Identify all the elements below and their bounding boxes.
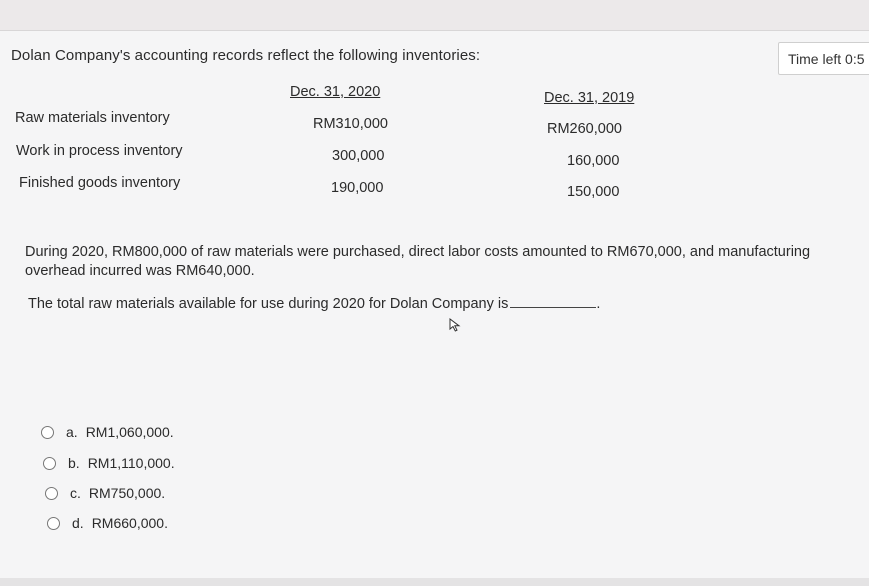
radio-button-icon[interactable] bbox=[43, 457, 56, 470]
question-prompt bbox=[28, 295, 600, 314]
option-c[interactable] bbox=[45, 484, 165, 502]
option-d[interactable] bbox=[47, 514, 168, 532]
column-header-2019: Dec. 31, 2019 bbox=[544, 90, 635, 106]
paragraph-line-2: overhead incurred was RM640,000. bbox=[25, 263, 255, 279]
value-raw-2019: RM260,000 bbox=[547, 121, 622, 137]
value-raw-2020: RM310,000 bbox=[313, 116, 388, 132]
value-wip-2020: 300,000 bbox=[332, 148, 385, 164]
row-label-finished-goods: Finished goods inventory bbox=[19, 175, 181, 191]
value-fg-2019: 150,000 bbox=[567, 184, 620, 200]
value-fg-2020: 190,000 bbox=[331, 180, 384, 196]
option-b[interactable] bbox=[43, 454, 175, 472]
option-text: RM750,000. bbox=[88, 485, 166, 501]
question-prompt-text: The total raw materials available for use during 2020 for Dolan Company is bbox=[28, 296, 509, 312]
option-text: RM660,000. bbox=[91, 515, 168, 531]
option-letter: c. bbox=[70, 485, 81, 501]
radio-button-icon[interactable] bbox=[47, 517, 60, 530]
time-left-box: Time left 0:5 bbox=[778, 42, 869, 75]
paragraph-line-1: During 2020, RM800,000 of raw materials were purchased, direct labor costs amounted to RM670,000, and manufacturing bbox=[25, 244, 811, 260]
top-band bbox=[0, 0, 869, 31]
radio-button-icon[interactable] bbox=[41, 426, 54, 439]
row-label-work-in-process: Work in process inventory bbox=[16, 143, 183, 159]
prompt-end: . bbox=[596, 296, 601, 312]
question-intro: Dolan Company's accounting records reflect the following inventories: bbox=[11, 47, 481, 64]
option-letter: d. bbox=[72, 515, 84, 531]
option-letter: a. bbox=[66, 424, 78, 440]
option-text: RM1,060,000. bbox=[85, 424, 174, 440]
option-text: RM1,110,000. bbox=[87, 455, 175, 471]
option-letter: b. bbox=[68, 455, 80, 471]
column-header-2020: Dec. 31, 2020 bbox=[290, 84, 381, 100]
value-wip-2019: 160,000 bbox=[567, 153, 620, 169]
mouse-pointer-icon bbox=[449, 318, 461, 337]
row-label-raw-materials: Raw materials inventory bbox=[15, 110, 170, 126]
answer-blank bbox=[510, 295, 596, 308]
option-a[interactable] bbox=[41, 423, 174, 441]
radio-button-icon[interactable] bbox=[45, 487, 58, 500]
bottom-edge bbox=[0, 578, 869, 586]
